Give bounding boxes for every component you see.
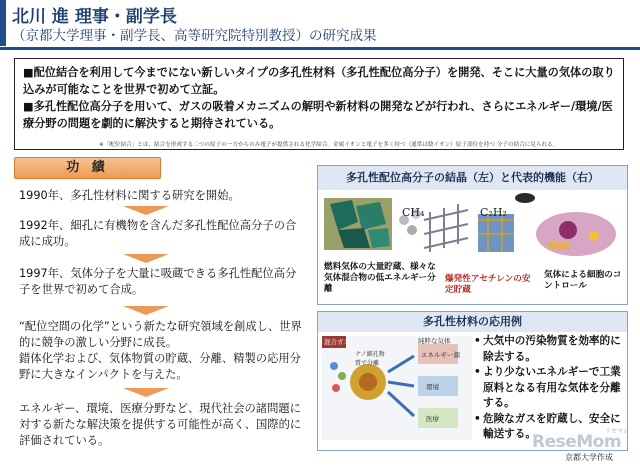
summary-footnote: ※「配位結合」とは、結合を形成する二つの原子の一方からのみ電子が提供される化学結合。金属イオンと電子を多く持つ（通常は陰イオン）原子部位を持つ 分子の結合に見られる。 [99, 142, 559, 148]
label-mixed-gas: 混合ガス [324, 338, 350, 346]
achievement-item-4: “配位空間の化学”という新たな研究領域を創成し、世界的に競争の激しい分野に成長。 [19, 320, 302, 349]
achievements-header: 功 績 [14, 157, 161, 179]
caption-cell-control: 気体による細胞のコントロール [544, 270, 622, 291]
achievement-item-5: 錯体化学および、気体物質の貯蔵、分離、精製の応用分野に大きなインパクトを与えた。 [19, 352, 301, 381]
timeline-arrow [123, 206, 169, 215]
achievement-item-1: 1990年、多孔性材料に関する研究を開始。 [19, 189, 240, 202]
application-item-1: • 大気中の汚染物質を効率的に除去する。 [474, 334, 624, 365]
caption-gas-storage: 燃料気体の大量貯蔵、様々な気体混合物の低エネルギー分離 [324, 262, 436, 294]
watermark-logo: ReseMom [532, 432, 622, 452]
achievement-item-3: 1997年、気体分子を大量に吸蔵できる多孔性配位高分子を世界で初めて合成。 [19, 267, 297, 296]
timeline-arrow [123, 306, 169, 315]
page-title: 北川 進 理事・副学長 [12, 7, 177, 27]
achievement-item-6: エネルギー、環境、医療分野など、現代社会の諸問題に対する新たな解決策を提供する可能性が高く、国際的に評価されている。 [19, 402, 302, 447]
application-panel-title: 多孔性材料の応用例 [318, 312, 627, 332]
label-pure-gas: 純粋な気体 [418, 337, 451, 345]
title-bar [0, 0, 640, 46]
caption-acetylene: 爆発性アセチレンの安定貯蔵 [445, 274, 531, 295]
label-environment: 環境 [426, 383, 439, 391]
summary-box [14, 58, 624, 150]
crystal-panel-title: 多孔性配位高分子の結晶（左）と代表的機能（右） [318, 166, 627, 190]
timeline-arrow [123, 254, 169, 263]
achievement-item-2: 1992年、細孔に有機物を含んだ多孔性配位高分子の合成に成功。 [19, 219, 297, 248]
formula-c2h2: C₂H₂ [480, 206, 507, 219]
application-list [474, 334, 624, 443]
page-subtitle: （京都大学理事・副学長、高等研究院特別教授）の研究成果 [12, 28, 377, 44]
application-item-3: • 危険なガスを貯蔵し、安全に輸送する。 [474, 412, 624, 443]
title-accent-bar [0, 0, 6, 46]
label-nanopore: ナノ細孔物質で分離 [355, 351, 385, 367]
formula-ch4: CH₄ [402, 206, 425, 219]
label-energy: エネルギー源 [421, 351, 460, 359]
timeline-arrow [123, 388, 169, 397]
summary-line-2: ■多孔性配位高分子を用いて、ガスの吸着メカニズムの解明や新材料の開発などが行われ、さらにエネルギー/環境/医療分野の問題を劇的に解決すると期待されている。 [23, 100, 613, 130]
summary-line-1: ■配位結合を利用して今までにない新しいタイプの多孔性材料（多孔性配位高分子）を開発、そこに大量の気体の取り込みが可能なことを世界で初めて立証。 [23, 66, 615, 96]
title-rule [0, 47, 640, 50]
application-panel [317, 311, 628, 451]
label-medical: 医療 [426, 415, 439, 423]
credit-text: 京都大学作成 [565, 453, 613, 462]
watermark-sub: リセマム [605, 428, 629, 435]
application-item-2: • より少ないエネルギーで工業原料となる有用な気体を分離する。 [474, 365, 624, 412]
crystal-function-panel [317, 165, 628, 305]
